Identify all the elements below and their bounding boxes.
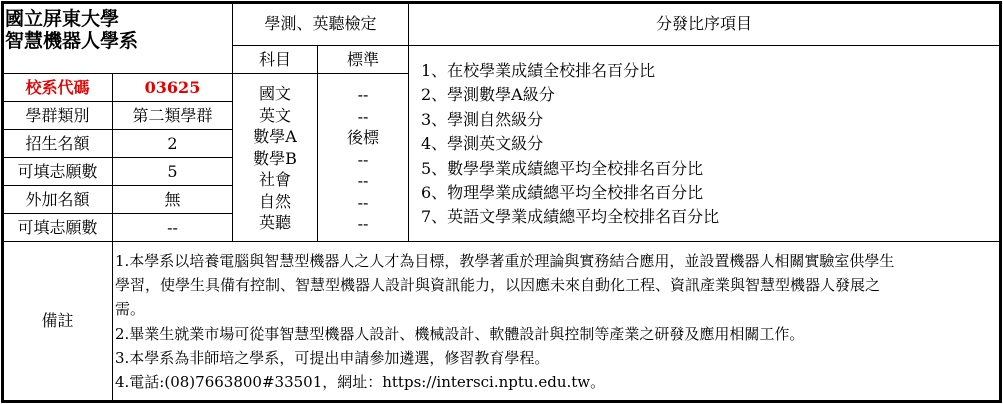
choices-label: 可填志願數 [17, 161, 98, 181]
subject-item: 社會 [258, 170, 291, 189]
subject-item: 數學A [253, 127, 297, 146]
remark-line: 學習，使學生具備有控制、智慧型機器人設計與資訊能力，以因應未來自動化工程、資訊產業與智慧型機器人發展之 [115, 276, 881, 295]
order-item: 2、學測數學A級分 [421, 85, 555, 105]
divider-h [232, 73, 408, 74]
border-right [999, 1, 1002, 403]
department-name: 智慧機器人學系 [5, 30, 139, 52]
order-item: 7、英語文學業成績總平均全校排名百分比 [421, 207, 720, 227]
standard-item: -- [357, 171, 369, 190]
school-title [5, 8, 230, 52]
group-value: 第二類學群 [132, 105, 213, 125]
remarks-text [115, 249, 995, 394]
extra-label: 外加名額 [25, 189, 90, 209]
order-item: 4、學測英文級分 [421, 134, 544, 154]
remark-line: 需。 [115, 300, 146, 319]
extra-choices-value: -- [167, 217, 178, 237]
subject-list [233, 83, 317, 234]
subject-header: 科目 [258, 49, 291, 69]
exam-header: 學測、英聽檢定 [264, 13, 377, 33]
remarks-label: 備註 [41, 311, 74, 330]
standard-item: -- [357, 214, 369, 233]
school-name: 國立屏東大學 [5, 8, 120, 30]
order-item: 5、數學學業成績總平均全校排名百分比 [421, 158, 704, 178]
remark-line: 2.畢業生就業市場可從事智慧型機器人設計、機械設計、軟體設計與控制等產業之研發及應用相關工作。 [115, 324, 805, 343]
subject-item: 國文 [258, 84, 291, 103]
standard-item: -- [357, 192, 369, 212]
border-bottom [2, 400, 1000, 403]
order-item: 1、在校學業成績全校排名百分比 [421, 61, 656, 80]
remark-line: 4.電話:(08)7663800#33501，網址：https://intersci.nptu.edu.tw。 [115, 373, 606, 392]
extra-choices-label: 可填志願數 [17, 217, 98, 237]
code-label: 校系代碼 [25, 77, 90, 97]
divider-v [112, 241, 113, 401]
order-item: 3、學測自然級分 [421, 109, 544, 129]
quota-value: 2 [167, 133, 178, 153]
choices-value: 5 [167, 161, 178, 181]
order-list [421, 59, 991, 230]
subject-item: 英聽 [258, 213, 291, 232]
remark-line: 1.本學系以培養電腦與智慧型機器人之人才為目標，教學著重於理論與實務結合應用，並設置機器人相關實驗室供學生 [115, 252, 895, 270]
standard-item: 後標 [346, 128, 379, 147]
quota-label: 招生名額 [25, 133, 90, 153]
standard-item: -- [357, 149, 369, 169]
subject-item: 數學B [253, 148, 297, 168]
standard-item: -- [357, 106, 369, 126]
code-value: 03625 [144, 77, 201, 97]
subject-item: 自然 [258, 191, 291, 211]
extra-value: 無 [164, 189, 181, 209]
order-header: 分發比序項目 [655, 13, 752, 33]
order-item: 6、物理學業成績總平均全校排名百分比 [421, 183, 704, 203]
standard-list [318, 84, 408, 235]
group-label: 學群類別 [25, 105, 90, 125]
standard-item: -- [357, 85, 369, 104]
divider-h [408, 45, 1000, 46]
subject-item: 英文 [258, 105, 291, 125]
standard-header: 標準 [346, 49, 379, 69]
remark-line: 3.本學系為非師培之學系，可提出申請參加遴選，修習教育學程。 [115, 348, 550, 367]
divider-h [3, 241, 1000, 242]
